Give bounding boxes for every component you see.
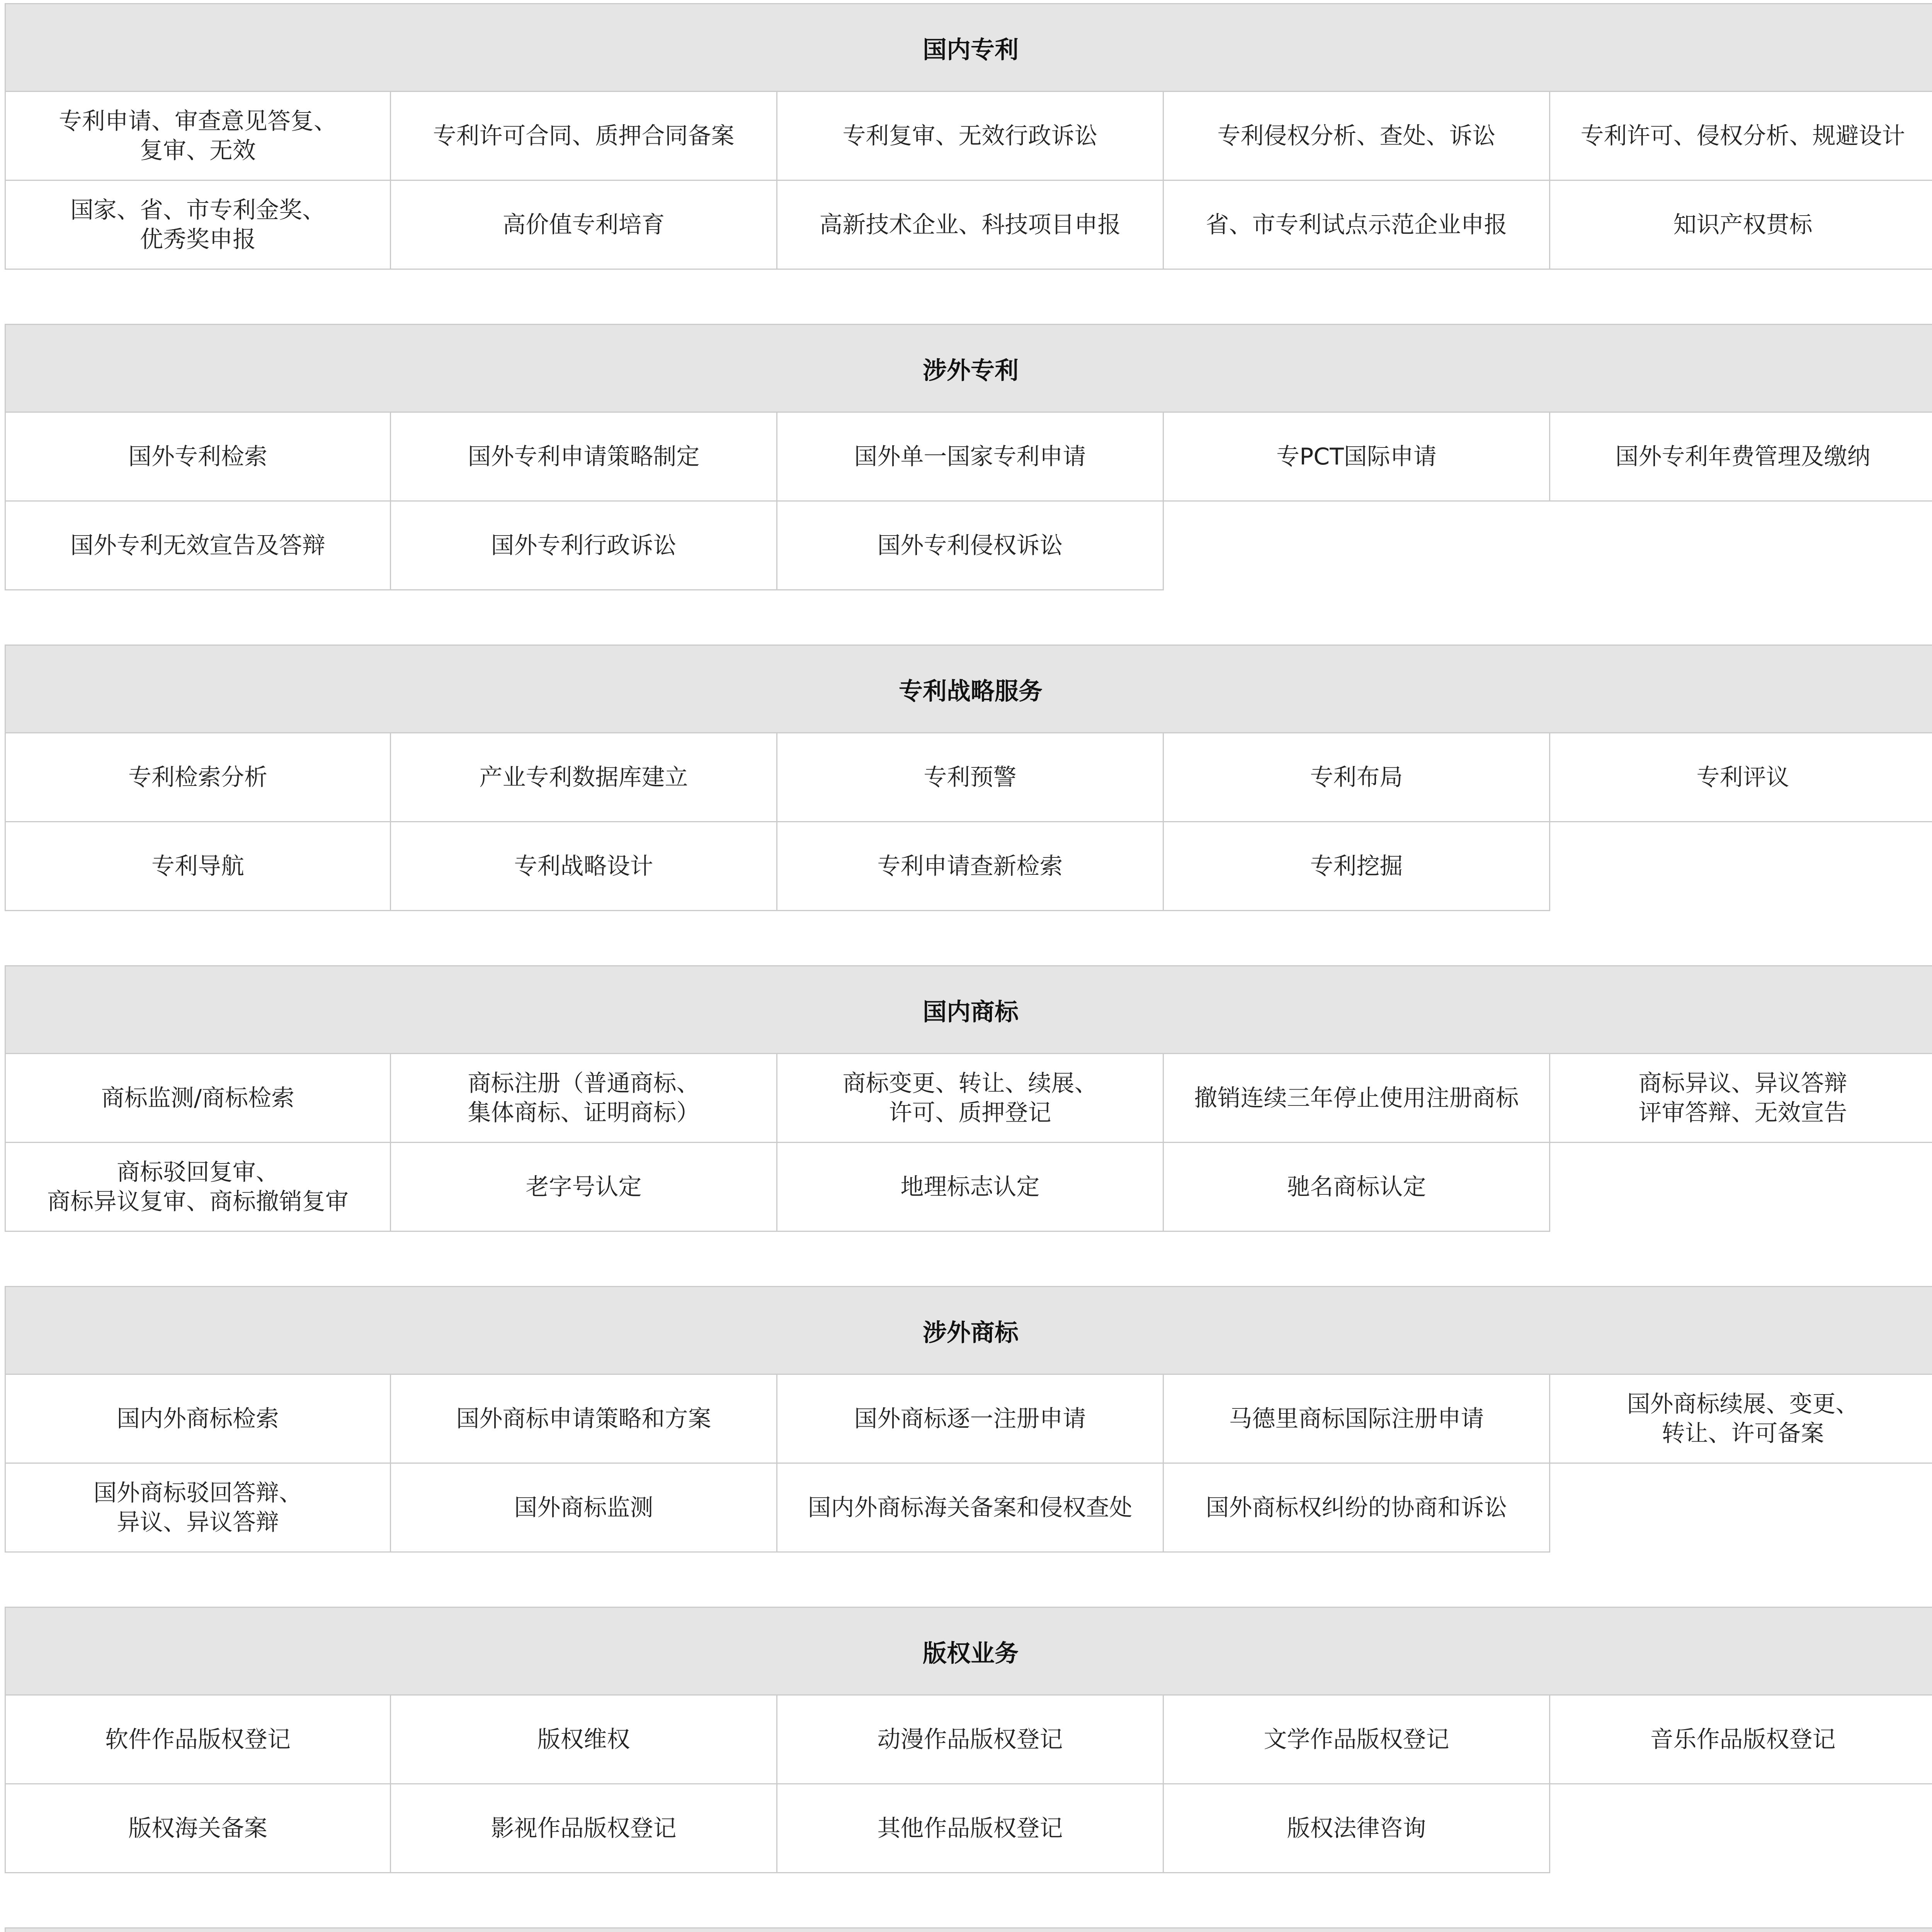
service-item[interactable]: 专利申请、审查意见答复、 复审、无效 [5, 91, 391, 181]
service-item[interactable]: 国外专利行政诉讼 [390, 500, 777, 590]
service-item[interactable]: 国内外商标海关备案和侵权查处 [776, 1463, 1164, 1553]
service-item[interactable]: 商标变更、转让、续展、 许可、质押登记 [776, 1053, 1164, 1143]
section-title: 涉外专利 [5, 324, 1932, 413]
service-item[interactable]: 国外专利侵权诉讼 [776, 500, 1164, 590]
service-item[interactable]: 高价值专利培育 [390, 180, 777, 270]
service-item[interactable]: 动漫作品版权登记 [776, 1694, 1164, 1784]
service-item[interactable]: 国外专利申请策略制定 [390, 412, 777, 502]
service-item[interactable]: 国外商标续展、变更、 转让、许可备案 [1549, 1374, 1932, 1464]
service-item[interactable]: 专利申请查新检索 [776, 821, 1164, 911]
service-item[interactable]: 专利导航 [5, 821, 391, 911]
section-title: 国内专利 [5, 3, 1932, 92]
service-item[interactable]: 文学作品版权登记 [1163, 1694, 1550, 1784]
service-item[interactable]: 版权海关备案 [5, 1783, 391, 1873]
service-item[interactable]: 省、市专利试点示范企业申报 [1163, 180, 1550, 270]
service-item[interactable]: 专利预警 [776, 732, 1164, 822]
service-item[interactable]: 音乐作品版权登记 [1549, 1694, 1932, 1784]
section-title: 国内商标 [5, 965, 1932, 1054]
service-item[interactable]: 国外专利年费管理及缴纳 [1549, 412, 1932, 502]
section-title: 涉外商标 [5, 1286, 1932, 1375]
service-item[interactable]: 知识产权贯标 [1549, 180, 1932, 270]
service-item[interactable]: 国外专利检索 [5, 412, 391, 502]
service-item[interactable]: 高新技术企业、科技项目申报 [776, 180, 1164, 270]
service-item[interactable]: 商标注册（普通商标、 集体商标、证明商标） [390, 1053, 777, 1143]
service-item[interactable]: 国外专利无效宣告及答辩 [5, 500, 391, 590]
service-section [5, 965, 1932, 1232]
service-item[interactable]: 专利检索分析 [5, 732, 391, 822]
service-item[interactable]: 国外商标申请策略和方案 [390, 1374, 777, 1464]
service-item[interactable]: 驰名商标认定 [1163, 1142, 1550, 1232]
service-item[interactable]: 商标异议、异议答辩 评审答辩、无效宣告 [1549, 1053, 1932, 1143]
service-item[interactable]: 专利评议 [1549, 732, 1932, 822]
service-item[interactable]: 国外商标权纠纷的协商和诉讼 [1163, 1463, 1550, 1553]
service-item[interactable]: 撤销连续三年停止使用注册商标 [1163, 1053, 1550, 1143]
section-title: 专利战略服务 [5, 645, 1932, 733]
service-item[interactable]: 国内外商标检索 [5, 1374, 391, 1464]
service-item[interactable]: 国外商标驳回答辩、 异议、异议答辩 [5, 1463, 391, 1553]
service-item[interactable]: 老字号认定 [390, 1142, 777, 1232]
service-item[interactable]: 国家、省、市专利金奖、 优秀奖申报 [5, 180, 391, 270]
service-item[interactable]: 专利战略设计 [390, 821, 777, 911]
section-title [5, 1927, 1932, 1932]
service-item[interactable]: 产业专利数据库建立 [390, 732, 777, 822]
service-section [5, 324, 1932, 590]
service-item[interactable]: 专利复审、无效行政诉讼 [776, 91, 1164, 181]
service-section [5, 645, 1932, 911]
service-item[interactable]: 专利许可合同、质押合同备案 [390, 91, 777, 181]
service-item[interactable]: 软件作品版权登记 [5, 1694, 391, 1784]
service-item[interactable]: 其他作品版权登记 [776, 1783, 1164, 1873]
service-item[interactable]: 专利侵权分析、查处、诉讼 [1163, 91, 1550, 181]
section-title: 版权业务 [5, 1607, 1932, 1696]
service-item[interactable]: 专利许可、侵权分析、规避设计 [1549, 91, 1932, 181]
service-item[interactable]: 专利挖掘 [1163, 821, 1550, 911]
service-section [5, 3, 1932, 270]
service-section [5, 1927, 1932, 1932]
service-item[interactable]: 影视作品版权登记 [390, 1783, 777, 1873]
service-item[interactable]: 版权维权 [390, 1694, 777, 1784]
service-item[interactable]: 国外商标监测 [390, 1463, 777, 1553]
service-item[interactable]: 地理标志认定 [776, 1142, 1164, 1232]
service-item[interactable]: 国外商标逐一注册申请 [776, 1374, 1164, 1464]
service-item[interactable]: 马德里商标国际注册申请 [1163, 1374, 1550, 1464]
service-item[interactable]: 商标监测/商标检索 [5, 1053, 391, 1143]
service-catalog [5, 3, 1932, 1932]
service-item[interactable]: 专利布局 [1163, 732, 1550, 822]
service-item[interactable]: 专PCT国际申请 [1163, 412, 1550, 502]
service-item[interactable]: 版权法律咨询 [1163, 1783, 1550, 1873]
service-section [5, 1286, 1932, 1553]
service-item[interactable]: 国外单一国家专利申请 [776, 412, 1164, 502]
service-item[interactable]: 商标驳回复审、 商标异议复审、商标撤销复审 [5, 1142, 391, 1232]
service-section [5, 1607, 1932, 1873]
